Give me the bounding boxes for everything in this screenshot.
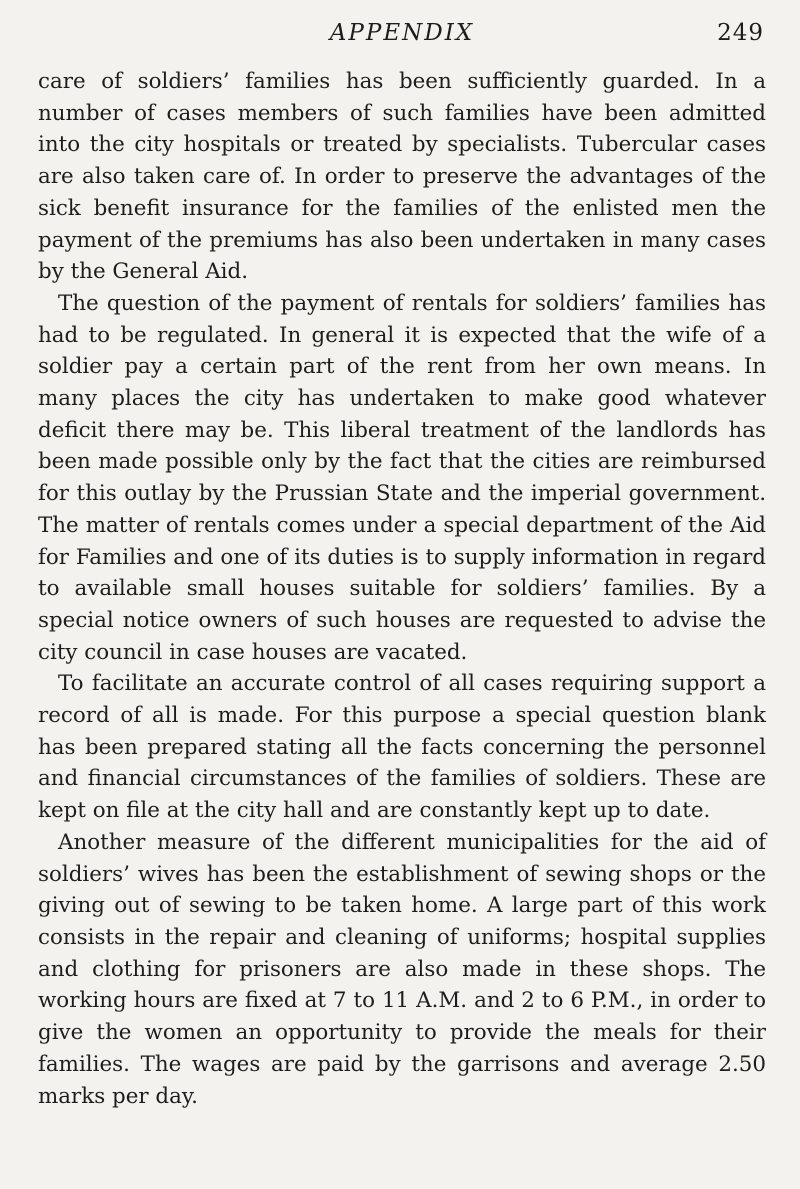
- running-title: APPENDIX: [329, 20, 475, 46]
- body-text: [38, 66, 766, 1112]
- running-head: [38, 18, 766, 52]
- page-number: 249: [717, 20, 764, 46]
- paragraph-continued: care of soldiers’ families has been sufficiently guarded. In a number of cases members of such families have been admitted into the city hospitals or treated by specialists. Tubercular cases are also taken care of. In order to preserve the advantages of the sick benefit insurance for the families of the enlisted men the payment of the premiums has also been undertaken in many cases by the General Aid.: [38, 69, 766, 285]
- paragraph-rentals: The question of the payment of rentals for soldiers’ families has had to be regulated. In general it is expected that the wife of a soldier pay a certain part of the rent from her own means. In many places the city has undertaken to make good whatever deficit there may be. This liberal treatment of the landlords has been made possible only by the fact that the cities are reimbursed for this outlay by the Prussian State and the imperial government. The matter of rentals comes under a special department of the Aid for Families and one of its duties is to supply information in regard to available small houses suitable for soldiers’ families. By a special notice owners of such houses are requested to advise the city council in case houses are vacated.: [38, 290, 766, 665]
- paragraph-sewing-shops: Another measure of the different municipalities for the aid of soldiers’ wives has been the establishment of sewing shops or the giving out of sewing to be taken home. A large part of this work consists in the repair and cleaning of uniforms; hospital supplies and clothing for prisoners are also made in these shops. The working hours are fixed at 7 to 11 A.M. and 2 to 6 P.M., in order to give the women an opportunity to provide the meals for their families. The wages are paid by the garrisons and average 2.50 marks per day.: [38, 829, 766, 1109]
- paragraph-records: To facilitate an accurate control of all cases requiring support a record of all is made. For this purpose a special question blank has been prepared stating all the facts concerning the personnel and financial circumstances of the families of soldiers. These are kept on file at the city hall and are constantly kept up to date.: [38, 671, 766, 824]
